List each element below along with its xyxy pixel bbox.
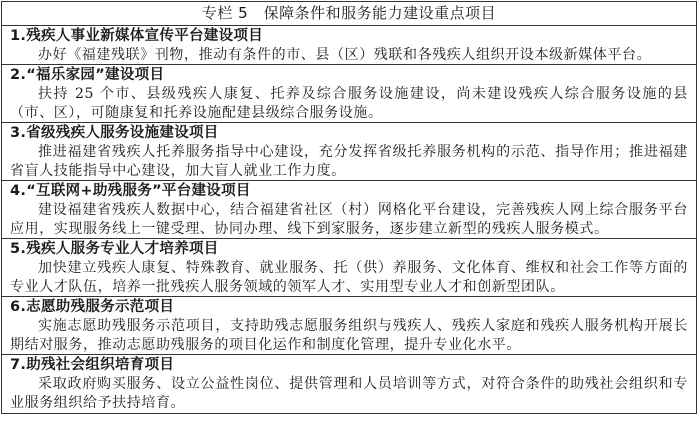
- project-description: 采取政府购买服务、设立公益性岗位、提供管理和人员培训等方式，对符合条件的助残社会组织和专业服务组织给予扶持培育。: [10, 376, 688, 411]
- key-projects-table: [1, 1, 697, 414]
- project-section-7: [2, 355, 696, 413]
- project-section-6: [2, 297, 696, 355]
- table-title: 专栏 5 保障条件和服务能力建设重点项目: [2, 2, 696, 26]
- project-section-3: [2, 123, 696, 181]
- project-heading: 7.助残社会组织培育项目: [10, 357, 175, 373]
- project-description: 建设福建省残疾人数据中心，结合福建省社区（村）网格化平台建设，完善残疾人网上综合服务平台应用，实现服务线上一键受理、协同办理、线下到家服务，逐步建立新型的残疾人服务模式。: [10, 202, 688, 237]
- project-section-4: [2, 181, 696, 239]
- project-description: 加快建立残疾人康复、特殊教育、就业服务、托（供）养服务、文化体育、维权和社会工作等方面的专业人才队伍，培养一批残疾人服务领域的领军人才、实用型专业人才和创新型团队。: [10, 260, 688, 295]
- project-heading: 4.“互联网+助残服务”平台建设项目: [10, 183, 251, 199]
- project-description: 办好《福建残联》刊物，推动有条件的市、县（区）残联和各残疾人组织开设本级新媒体平台。: [38, 47, 652, 63]
- project-section-5: [2, 239, 696, 297]
- project-heading: 2.“福乐家园”建设项目: [10, 67, 165, 83]
- project-description: 推进福建省残疾人托养服务指导中心建设，充分发挥省级托养服务机构的示范、指导作用；推进福建省盲人技能指导中心建设，加大盲人就业工作力度。: [10, 144, 688, 179]
- project-heading: 5.残疾人服务专业人才培养项目: [10, 241, 219, 257]
- project-section-2: [2, 65, 696, 123]
- project-section-1: [2, 26, 696, 65]
- project-heading: 3.省级残疾人服务设施建设项目: [10, 125, 219, 141]
- project-description: 扶持 25 个市、县级残疾人康复、托养及综合服务设施建设，尚未建设残疾人综合服务设施的县（市、区），可随康复和托养设施配建县级综合服务设施。: [10, 86, 688, 121]
- project-description: 实施志愿助残服务示范项目，支持助残志愿服务组织与残疾人、残疾人家庭和残疾人服务机构开展长期结对服务，推动志愿助残服务的项目化运作和制度化管理，提升专业化水平。: [10, 318, 688, 353]
- project-heading: 6.志愿助残服务示范项目: [10, 299, 175, 315]
- project-heading: 1.残疾人事业新媒体宣传平台建设项目: [10, 28, 263, 44]
